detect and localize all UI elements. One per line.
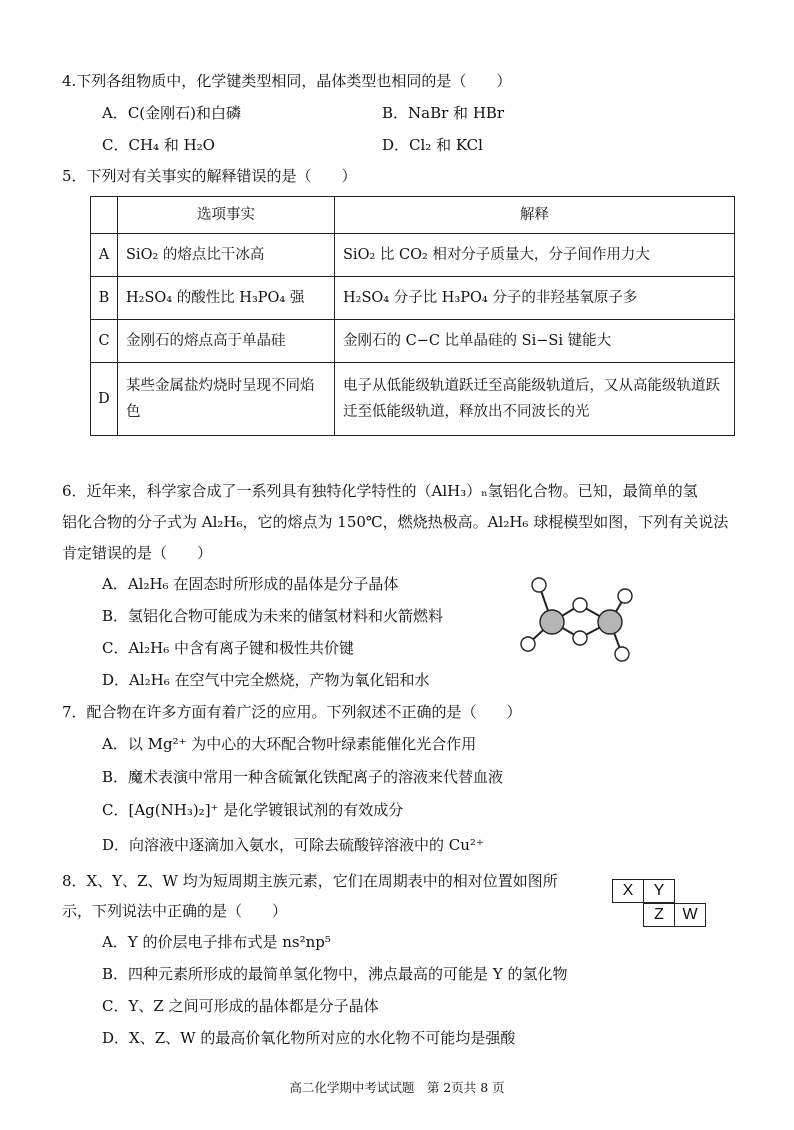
header-label: [91, 197, 118, 234]
q4-option-d: D．Cl₂ 和 KCl: [382, 136, 483, 154]
q6-stem-line3: 肯定错误的是（ ）: [62, 544, 213, 562]
q5-stem: 5．下列对有关事实的解释错误的是（ ）: [62, 167, 357, 185]
row-explanation: H₂SO₄ 分子比 H₃PO₄ 分子的非羟基氧原子多: [335, 277, 735, 320]
row-explanation: SiO₂ 比 CO₂ 相对分子质量大，分子间作用力大: [335, 234, 735, 277]
row-fact: 某些金属盐灼烧时呈现不同焰色: [118, 363, 335, 436]
q6-stem-line2: 铝化合物的分子式为 Al₂H₆，它的熔点为 150℃，燃烧热极高。Al₂H₆ 球棍模型如图，下列有关说法: [62, 513, 729, 531]
q8-option-b: B．四种元素所形成的最简单氢化物中，沸点最高的可能是 Y 的氢化物: [102, 965, 568, 983]
q7-option-c: C．[Ag(NH₃)₂]⁺ 是化学镀银试剂的有效成分: [102, 801, 404, 819]
q7-stem: 7．配合物在许多方面有着广泛的应用。下列叙述不正确的是（ ）: [62, 703, 522, 721]
table-header-row: [91, 197, 735, 234]
q6-option-a: A．Al₂H₆ 在固态时所形成的晶体是分子晶体: [102, 575, 399, 593]
element-z-cell: Z: [643, 903, 675, 927]
header-explanation: 解释: [335, 197, 735, 234]
table-row: [91, 363, 735, 436]
aluminum-atom: [540, 610, 564, 634]
q8-option-a: A．Y 的价层电子排布式是 ns²np⁵: [102, 933, 331, 951]
q4-option-a: A．C(金刚石)和白磷: [102, 104, 242, 122]
q8-option-c: C．Y、Z 之间可形成的晶体都是分子晶体: [102, 997, 379, 1015]
element-w-cell: W: [674, 903, 706, 927]
row-label: C: [91, 320, 118, 363]
q6-option-d: D．Al₂H₆ 在空气中完全燃烧，产物为氧化铝和水: [102, 671, 430, 689]
q7-option-b: B．魔术表演中常用一种含硫氰化铁配离子的溶液来代替血液: [102, 768, 504, 786]
q8-stem-line1: 8．X、Y、Z、W 均为短周期主族元素，它们在周期表中的相对位置如图所: [62, 872, 558, 890]
q4-option-c: C．CH₄ 和 H₂O: [102, 136, 215, 154]
row-fact: SiO₂ 的熔点比干冰高: [118, 234, 335, 277]
element-y-cell: Y: [643, 879, 675, 903]
q4-stem: 4.下列各组物质中，化学键类型相同，晶体类型也相同的是（ ）: [62, 72, 512, 90]
hydrogen-atom: [573, 598, 587, 612]
hydrogen-atom: [521, 637, 535, 651]
header-fact: 选项事实: [118, 197, 335, 234]
table-row: [91, 234, 735, 277]
row-explanation: 电子从低能级轨道跃迁至高能级轨道后，又从高能级轨道跃迁至低能级轨道，释放出不同波长的光: [335, 363, 735, 436]
hydrogen-atom: [618, 589, 632, 603]
row-fact: 金刚石的熔点高于单晶硅: [118, 320, 335, 363]
q6-stem-line1: 6．近年来，科学家合成了一系列具有独特化学特性的（AlH₃）ₙ氢铝化合物。已知，最简单的氢: [62, 482, 698, 500]
table-row: [91, 320, 735, 363]
q7-option-d: D．向溶液中逐滴加入氨水，可除去硫酸锌溶液中的 Cu²⁺: [102, 836, 484, 854]
q8-option-d: D．X、Z、W 的最高价氧化物所对应的水化物不可能均是强酸: [102, 1029, 516, 1047]
row-label: A: [91, 234, 118, 277]
element-x-cell: X: [612, 879, 644, 903]
q7-option-a: A．以 Mg²⁺ 为中心的大环配合物叶绿素能催化光合作用: [102, 735, 477, 753]
hydrogen-atom: [532, 578, 546, 592]
al2h6-ball-stick-model: [510, 570, 650, 670]
row-label: B: [91, 277, 118, 320]
row-explanation: 金刚石的 C−C 比单晶硅的 Si−Si 键能大: [335, 320, 735, 363]
row-fact: H₂SO₄ 的酸性比 H₃PO₄ 强: [118, 277, 335, 320]
q4-option-b: B．NaBr 和 HBr: [382, 104, 505, 122]
aluminum-atom: [598, 610, 622, 634]
page-footer: 高二化学期中考试试题 第 2页共 8 页: [289, 1080, 505, 1095]
hydrogen-atom: [573, 631, 587, 645]
row-label: D: [91, 363, 118, 436]
q6-option-b: B．氢铝化合物可能成为未来的储氢材料和火箭燃料: [102, 607, 444, 625]
q6-option-c: C．Al₂H₆ 中含有离子键和极性共价键: [102, 639, 354, 657]
q8-stem-line2: 示，下列说法中正确的是（ ）: [62, 902, 288, 920]
hydrogen-atom: [615, 647, 629, 661]
table-row: [91, 277, 735, 320]
q5-table: [90, 196, 735, 436]
